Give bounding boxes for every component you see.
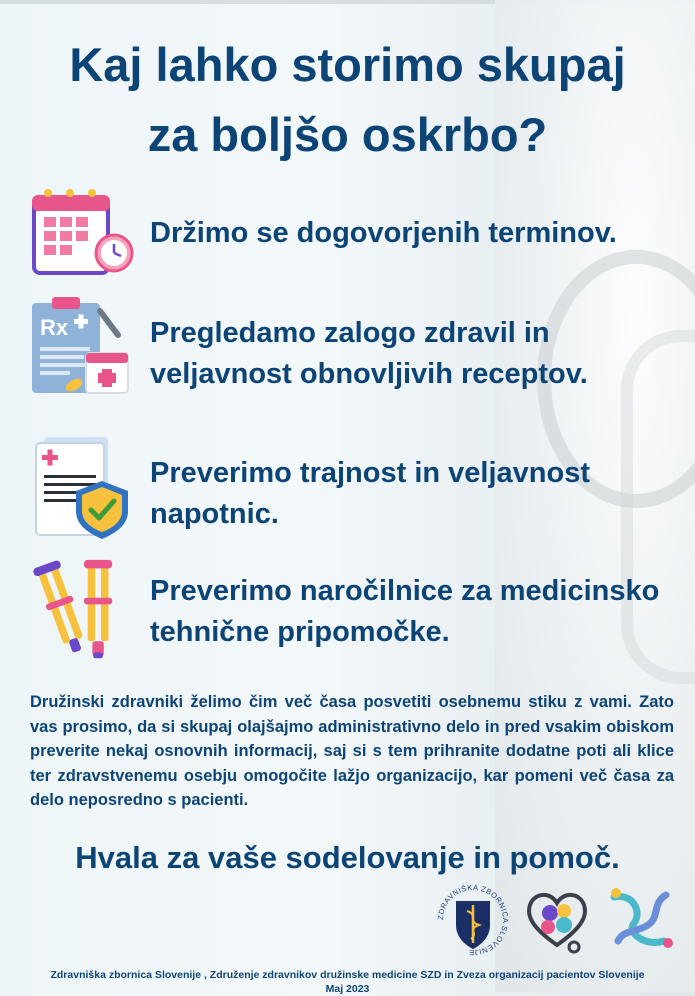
partner-logos (436, 883, 676, 957)
title-line-1: Kaj lahko storimo skupaj (69, 38, 626, 91)
tip-text-line-1: Pregledamo zalogo zdravil in (150, 317, 550, 349)
tip-text-line-1: Držimo se dogovorjenih terminov. (150, 217, 617, 249)
document-shield-icon (30, 435, 134, 539)
tip-text-line-2: napotnic. (150, 498, 279, 530)
zbornica-ring-text: ZDRAVNIŠKA ZBORNICA SLOVENIJE (436, 883, 510, 957)
title-line-2: za boljšo oskrbo? (147, 108, 548, 161)
tip-text-line-2: tehnične pripomočke. (150, 616, 450, 648)
crutches-icon (30, 558, 134, 662)
page-title (0, 30, 695, 170)
tip-item-referrals (30, 435, 695, 540)
tip-text-line-2: veljavnost obnovljivih receptov. (150, 358, 588, 390)
tip-item-medical-devices (30, 558, 695, 668)
tip-text-line-1: Preverimo trajnost in veljavnost (150, 457, 590, 489)
tip-item-appointments (30, 183, 695, 283)
patients-union-logo (604, 883, 678, 957)
heart-stethoscope-logo (520, 883, 594, 957)
calendar-clock-icon (30, 183, 134, 287)
prescription-icon (30, 295, 134, 399)
svg-text:Rx: Rx (40, 315, 69, 340)
zbornica-logo (436, 883, 510, 957)
tip-item-prescriptions (30, 295, 695, 400)
tip-text-line-1: Preverimo naročilnice za medicinsko (150, 575, 660, 607)
info-paragraph: Družinski zdravniki želimo čim več časa posvetiti osebnemu stiku z vami. Zato vas prosimo, da si skupaj olajšajmo administrativno delo in pred vsakim obiskom preverite nekaj osnovnih informacij, saj si s tem prihranite dodatne poti ali klice ter zdravstvenemu osebju omogočite lažjo organizacijo, kar pomeni več časa za delo neposredno s pacienti. (30, 693, 674, 809)
footer-organizations: Zdravniška zbornica Slovenije , Združenje zdravnikov družinske medicine SZD in Zveza organizacij pacientov Slovenije (50, 969, 645, 981)
thank-you-heading: Hvala za vaše sodelovanje in pomoč. (75, 840, 620, 875)
footer-date: Maj 2023 (325, 983, 370, 995)
